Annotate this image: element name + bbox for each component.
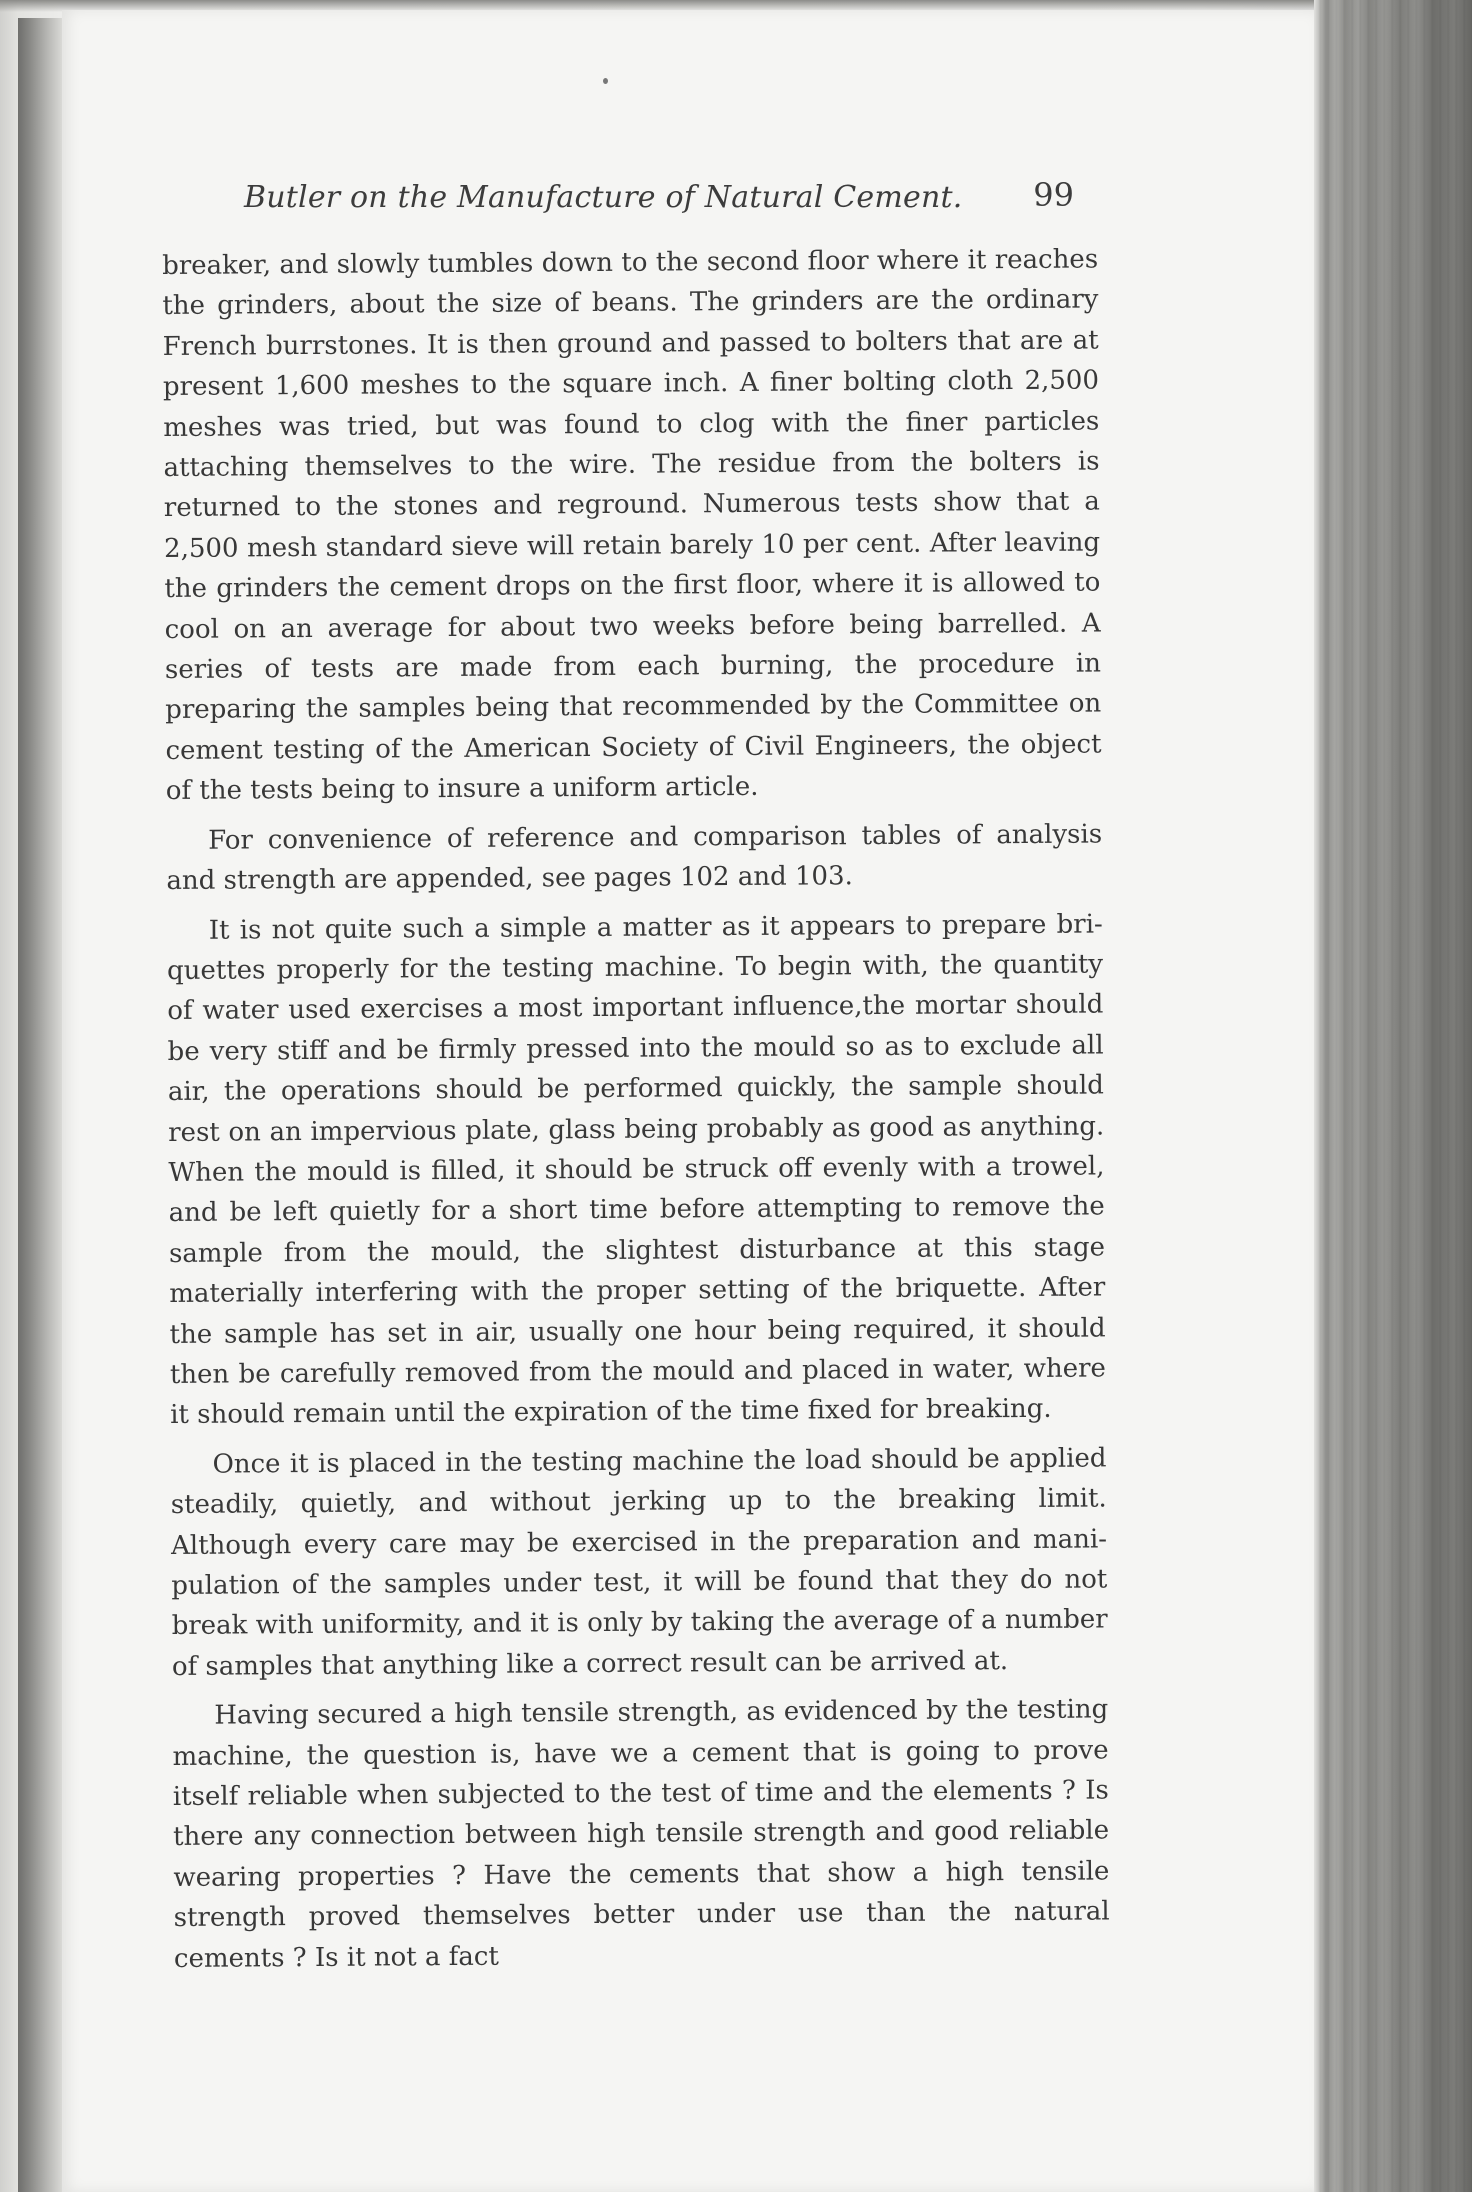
paragraph-testing-machine: Once it is placed in the testing machine the load should be applied steadily, quietly, and without jerking up to the breaking limit. Although every care may be exercised in the preparation and manipulation of the samples under test, it will be found that they do not break with uniformity, and it is only by taking the average of a number of samples that anything like a correct result can be arrived at.: [170, 1443, 1108, 1682]
running-head: [244, 176, 1074, 230]
page-number: 99: [1033, 176, 1074, 214]
running-title: Butler on the Manufacture of Natural Cement.: [244, 180, 963, 215]
ink-speck: [603, 78, 608, 84]
right-page-edges: [1314, 0, 1472, 2192]
paragraph-tables-reference: For convenience of reference and comparison tables of analysis and strength are appended, see pages 102 and 103.: [166, 819, 1103, 897]
paragraph-grinding-process: breaker, and slowly tumbles down to the second floor where it reaches the grinders, about the size of beans. The grinders are the ordinary French burrstones. It is then ground and passed to bolters that are at present 1,600 meshes to the square inch. A finer bolting cloth 2,500 meshes was tried, but was found to clog with the finer particles attaching themselves to the wire. The residue from the bolters is returned to the stones and reground. Numerous tests show that a 2,500 mesh standard sieve will retain barely 10 per cent. After leaving the grinders the cement drops on the first floor, where it is allowed to cool on an average for about two weeks before being barrelled. A series of tests are made from each burning, the procedure in preparing the samples being that recommended by the Committee on cement testing of the American Society of Civil Engineers, the object of the tests being to insure a uniform article.: [162, 244, 1102, 807]
paragraph-briquette-preparation: It is not quite such a simple a matter as it appears to prepare briquettes properly for the testing machine. To begin with, the quantity of water used exercises a most important influence,the mortar should be very stiff and be firmly pressed into the mould so as to exclude all air, the operations should be performed quickly, the sample should rest on an impervious plate, glass being probably as good as anything. When the mould is filled, it should be struck off evenly with a trowel, and be left quietly for a short time before attempting to remove the sample from the mould, the slightest disturbance at this stage materially interfering with the proper setting of the briquette. After the sample has set in air, usually one hour being required, it should then be carefully removed from the mould and placed in water, where it should remain until the expiration of the time fixed for breaking.: [166, 908, 1106, 1431]
left-binding-edge: [18, 18, 62, 2192]
body-text: [162, 239, 1110, 1988]
paragraph-tensile-strength-questions: Having secured a high tensile strength, as evidenced by the testing machine, the question is, have we a cement that is going to prove itself reliable when subjected to the test of time and the elements ? Is there any connection between high tensile strength and good reliable wearing properties ? Have the cements that show a high tensile strength proved themselves better under use than the natural cements ? Is it not a fact: [172, 1694, 1110, 1974]
